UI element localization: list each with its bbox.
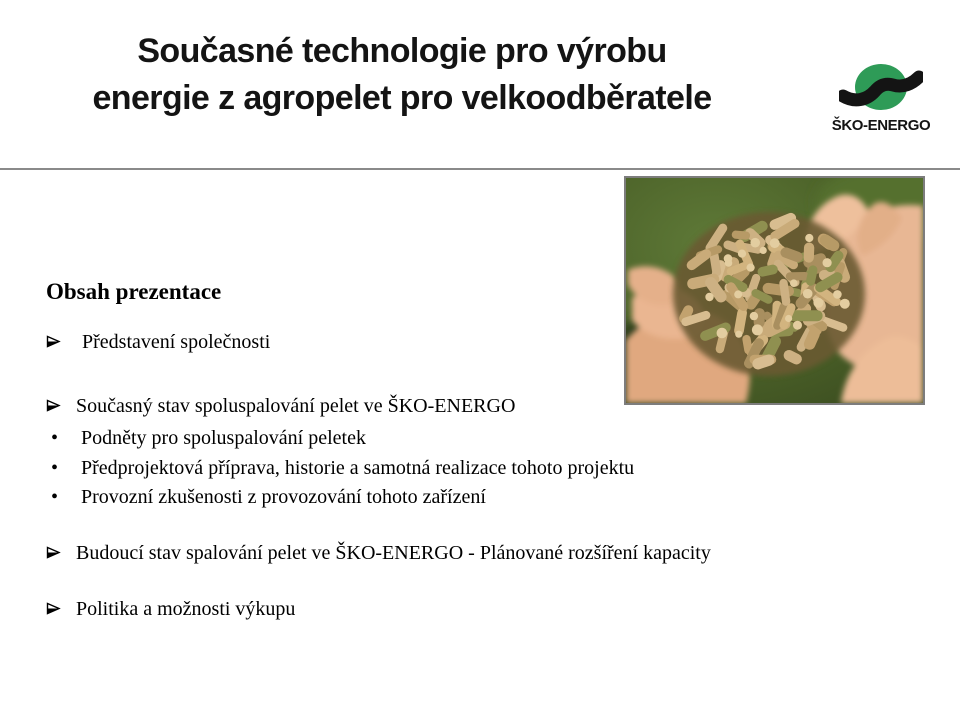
arrow-bullet-icon (46, 540, 76, 559)
sko-energo-logo-icon (839, 58, 923, 116)
dot-bullet: • (51, 457, 59, 479)
dot-bullet: • (51, 427, 59, 449)
toc-item-label: Představení společnosti (82, 331, 271, 353)
slide-title-line1: Současné technologie pro výrobu (137, 32, 667, 70)
toc-item-label: Provozní zkušenosti z provozování tohoto zařízení (81, 486, 486, 508)
toc-item-label: Současný stav spoluspalování pelet ve ŠKO-ENERGO (76, 395, 516, 417)
content-heading: Obsah prezentace (46, 279, 222, 304)
toc-item-label: Podněty pro spoluspalování peletek (81, 427, 366, 449)
title-divider-line (0, 168, 960, 170)
slide-title (40, 28, 764, 122)
sko-energo-logo (828, 58, 934, 134)
dot-bullet: • (51, 486, 59, 508)
slide-title-line2: energie z agropelet pro velkoodběratele (92, 79, 712, 117)
toc-item-label: Předprojektová příprava, historie a samotná realizace tohoto projektu (81, 457, 635, 479)
arrow-bullet-icon (46, 596, 76, 615)
toc-item (46, 393, 515, 419)
pellets-photo-illustration (626, 178, 923, 403)
arrow-bullet-icon (46, 329, 76, 348)
toc-item (46, 540, 711, 566)
toc-item (46, 596, 295, 622)
toc-item (46, 425, 366, 451)
toc-item-label: Budoucí stav spalování pelet ve ŠKO-ENERGO - Plánované rozšíření kapacity (76, 542, 711, 564)
hands-holding-pellets-photo (624, 176, 925, 405)
toc-item-label: Politika a možnosti výkupu (76, 598, 296, 620)
arrow-bullet-icon (46, 393, 76, 412)
toc-item (46, 484, 486, 510)
sko-energo-logo-text: ŠKO-ENERGO (831, 117, 931, 134)
toc-item (46, 455, 634, 481)
toc-item (46, 329, 270, 355)
